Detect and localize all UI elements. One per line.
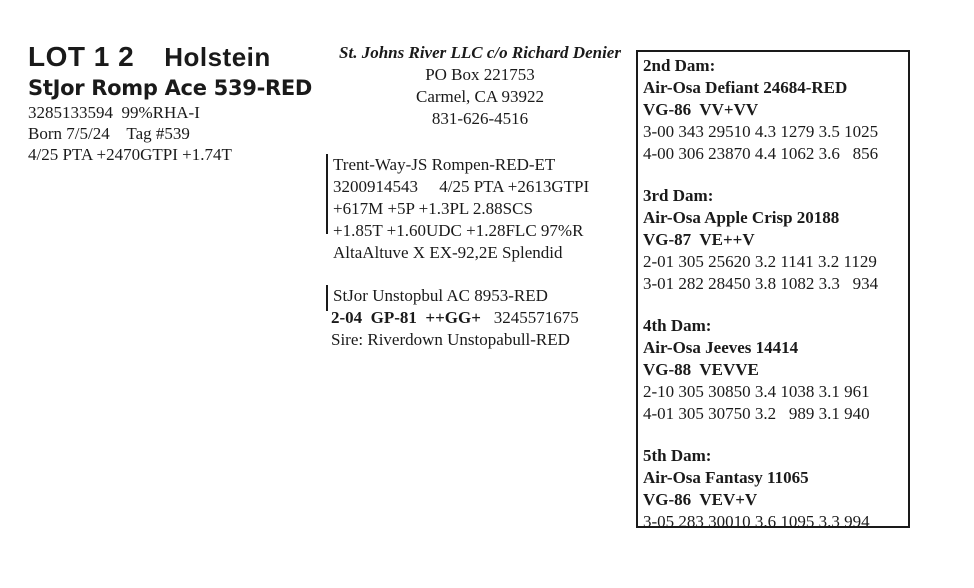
sire-block bbox=[326, 154, 628, 262]
maternal-line-box bbox=[636, 50, 910, 531]
dam-heading: 4th Dam: bbox=[643, 316, 712, 335]
dam-name: StJor Unstopbul AC 8953-RED bbox=[333, 286, 548, 305]
dam-section-2nd bbox=[643, 55, 908, 165]
lot-info bbox=[28, 40, 312, 165]
dam-record: 3-05 283 30010 3.6 1095 3.3 994 bbox=[643, 512, 870, 531]
dam-name: Air-Osa Apple Crisp 20188 bbox=[643, 208, 840, 227]
dam-classification: VG-86 VEV+V bbox=[643, 490, 758, 509]
dam-details bbox=[331, 307, 579, 351]
dam-heading: 3rd Dam: bbox=[643, 186, 714, 205]
dam-record: 3-00 343 29510 4.3 1279 3.5 1025 bbox=[643, 122, 879, 141]
pta-line: 4/25 PTA +2470GTPI +1.74T bbox=[28, 145, 232, 164]
owner-block bbox=[330, 42, 630, 130]
dam-record: 4-00 306 23870 4.4 1062 3.6 856 bbox=[643, 144, 879, 163]
dam-section-4th bbox=[643, 315, 908, 425]
animal-name: StJor Romp Ace 539-RED bbox=[28, 76, 313, 100]
breed: Holstein bbox=[164, 42, 271, 72]
sire-line-1: 3200914543 4/25 PTA +2613GTPI bbox=[333, 177, 590, 196]
owner-name: St. Johns River LLC c/o Richard Denier bbox=[339, 43, 621, 62]
lot-number: LOT 1 2 bbox=[28, 41, 135, 72]
dam-record: 4-01 305 30750 3.2 989 3.1 940 bbox=[643, 404, 870, 423]
sire-line-4: AltaAltuve X EX-92,2E Splendid bbox=[333, 243, 563, 262]
lot-header bbox=[28, 40, 312, 74]
dam-record: 2-10 305 30850 3.4 1038 3.1 961 bbox=[643, 382, 870, 401]
dam-section-3rd bbox=[643, 185, 908, 295]
dam-registration: 3245571675 bbox=[493, 308, 579, 327]
dam-heading: 5th Dam: bbox=[643, 446, 712, 465]
dam-classification: VG-87 VE++V bbox=[643, 230, 755, 249]
dam-name: Air-Osa Jeeves 14414 bbox=[643, 338, 799, 357]
sire-name: Trent-Way-JS Rompen-RED-ET bbox=[333, 155, 556, 174]
dam-name: Air-Osa Fantasy 11065 bbox=[643, 468, 809, 487]
dam-sire: Sire: Riverdown Unstopabull-RED bbox=[331, 330, 570, 349]
owner-address-1: PO Box 221753 bbox=[425, 65, 535, 84]
sire-line-2: +617M +5P +1.3PL 2.88SCS bbox=[333, 199, 533, 218]
dam-classification: VG-88 VEVVE bbox=[643, 360, 759, 379]
dam-classification: 2-04 GP-81 ++GG+ bbox=[331, 308, 481, 327]
dam-record: 3-01 282 28450 3.8 1082 3.3 934 bbox=[643, 274, 879, 293]
owner-address-2: Carmel, CA 93922 bbox=[416, 87, 544, 106]
dam-classification: VG-86 VV+VV bbox=[643, 100, 759, 119]
born-line: Born 7/5/24 Tag #539 bbox=[28, 124, 190, 143]
dam-heading: 2nd Dam: bbox=[643, 56, 716, 75]
owner-phone: 831-626-4516 bbox=[431, 109, 529, 128]
dam-section-5th bbox=[643, 445, 908, 533]
sire-line-3: +1.85T +1.60UDC +1.28FLC 97%R bbox=[333, 221, 584, 240]
dam-name: Air-Osa Defiant 24684-RED bbox=[643, 78, 848, 97]
dam-record: 2-01 305 25620 3.2 1141 3.2 1129 bbox=[643, 252, 877, 271]
registration-line: 3285133594 99%RHA-I bbox=[28, 103, 200, 122]
